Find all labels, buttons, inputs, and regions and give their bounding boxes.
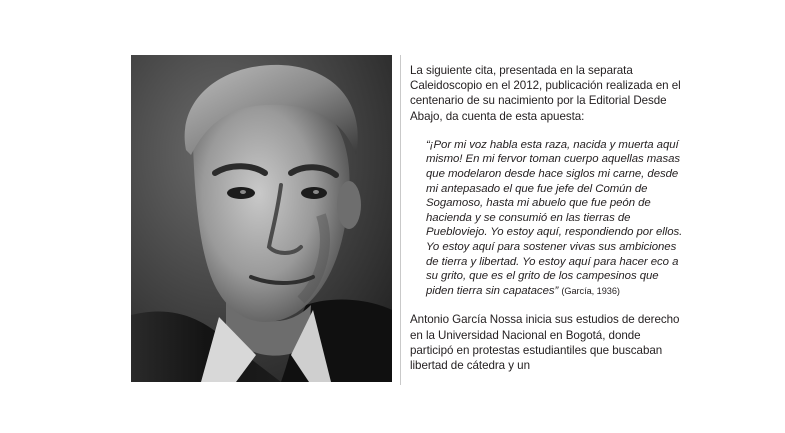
portrait-photo bbox=[131, 55, 392, 382]
column-divider bbox=[400, 55, 401, 385]
body-paragraph: Antonio García Nossa inicia sus estudios de derecho en la Universidad Nacional en Bogotá, donde participó en protestas estudiantiles que buscaban libertad de cátedra y un bbox=[410, 313, 680, 372]
block-quote bbox=[426, 138, 685, 299]
portrait-illustration bbox=[131, 55, 392, 382]
quote-citation: (García, 1936) bbox=[561, 285, 620, 296]
intro-paragraph: La siguiente cita, presentada en la separata Caleidoscopio en el 2012, publicación realizada en el centenario de su nacimiento por la Editorial Desde Abajo, da cuenta de esta apuesta: bbox=[410, 64, 681, 123]
quote-text: “¡Por mi voz habla esta raza, nacida y muerta aquí mismo! En mi fervor toman cuerpo aquellas masas que modelaron desde hace siglos mi carne, desde mi antepasado el que fue jefe del Común de Sogamoso, hasta mi abuelo que fue peón de hacienda y se consumió en las tierras de Puebloviejo. Yo estoy aquí, respondiendo por ellos. Yo estoy aquí para sostener vivas sus ambiciones de tierra y libertad. Yo estoy aquí para hacer eco a su grito, que es el grito de los campesinos que piden tierra sin capataces” bbox=[426, 138, 683, 297]
text-column bbox=[410, 63, 685, 383]
